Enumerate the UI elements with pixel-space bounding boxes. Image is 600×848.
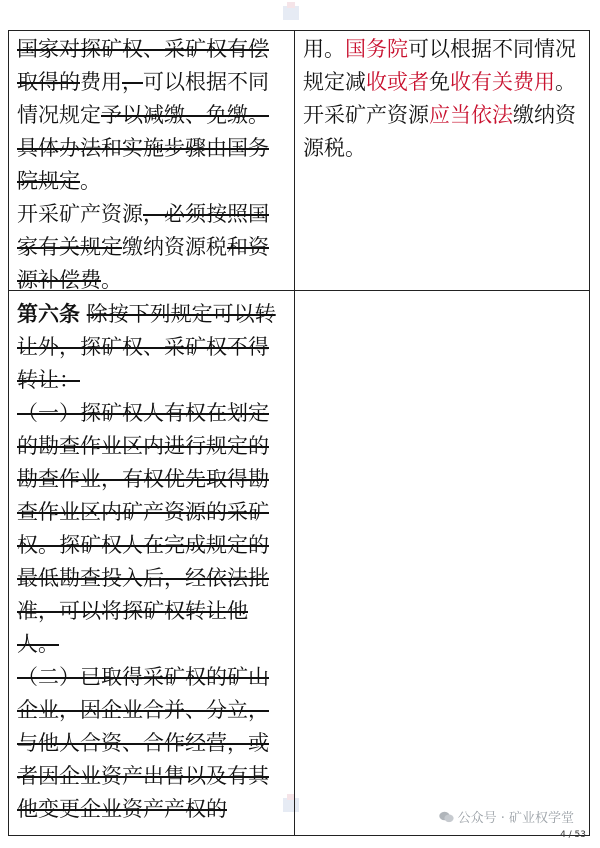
watermark-text: 公众号 · 矿业权学堂 bbox=[457, 811, 574, 826]
paragraph bbox=[17, 661, 288, 826]
deleted-text: ，必须按照国家有关规定 bbox=[17, 202, 269, 259]
text-run: 开采矿产资源 bbox=[17, 202, 143, 226]
cell-revised-article-6 bbox=[295, 291, 589, 835]
deleted-text: 除按下列规定可以转让外，探矿权、采矿权不得转让： bbox=[17, 302, 276, 392]
watermark bbox=[439, 807, 574, 826]
text-run: 。 bbox=[101, 268, 122, 292]
text-run: 开采矿产资源 bbox=[303, 103, 429, 127]
added-text: 收或者 bbox=[366, 70, 429, 94]
text-run: 免 bbox=[429, 70, 450, 94]
cell-original-article-6 bbox=[9, 291, 294, 835]
text-run: 缴纳资源税。 bbox=[303, 103, 576, 160]
text-run: 可以根据不同情况规定减 bbox=[303, 37, 576, 94]
text-run: 费用 bbox=[80, 70, 122, 94]
text-run: 。 bbox=[555, 70, 576, 94]
deleted-text: （二）已取得采矿权的矿山企业，因企业合并、分立，与他人合资、合作经营，或者因企业资产出售以及有其他变更企业资产产权的 bbox=[17, 665, 269, 821]
added-text: 收有关费用 bbox=[450, 70, 555, 94]
deleted-text: 和资源补偿费 bbox=[17, 235, 269, 292]
text-run bbox=[80, 302, 87, 326]
text-run: 用。 bbox=[303, 37, 345, 61]
text-run: 缴纳资源税 bbox=[122, 235, 227, 259]
paragraph bbox=[17, 297, 288, 397]
page-number: 4 / 53 bbox=[560, 830, 586, 840]
deleted-text: （一）探矿权人有权在划定的勘查作业区内进行规定的勘查作业，有权优先取得勘查作业区内矿产资源的采矿权。探矿权人在完成规定的最低勘查投入后，经依法批准，可以将探矿权转让他人。 bbox=[17, 401, 269, 656]
paragraph bbox=[303, 99, 583, 165]
paragraph bbox=[303, 33, 583, 99]
comparison-table bbox=[8, 30, 590, 836]
cell-revised-top bbox=[295, 31, 589, 290]
wechat-icon bbox=[439, 811, 454, 823]
faint-logo-icon bbox=[279, 2, 303, 24]
paragraph bbox=[17, 397, 288, 661]
deleted-text: ， bbox=[122, 70, 143, 94]
article-number: 第六条 bbox=[17, 301, 80, 326]
paragraph bbox=[17, 33, 288, 198]
deleted-text: 国家对探矿权、采矿权有偿取得的 bbox=[17, 37, 269, 94]
added-text: 国务院 bbox=[345, 37, 408, 61]
deleted-text: 予以减缴、免缴。具体办法和实施步骤由国务院规定 bbox=[17, 103, 269, 193]
text-run: 。 bbox=[80, 169, 101, 193]
cell-original-top bbox=[9, 31, 294, 290]
text-run: 可以根据不同情况规定 bbox=[17, 70, 269, 127]
paragraph bbox=[17, 198, 288, 297]
added-text: 应当依法 bbox=[429, 103, 513, 127]
